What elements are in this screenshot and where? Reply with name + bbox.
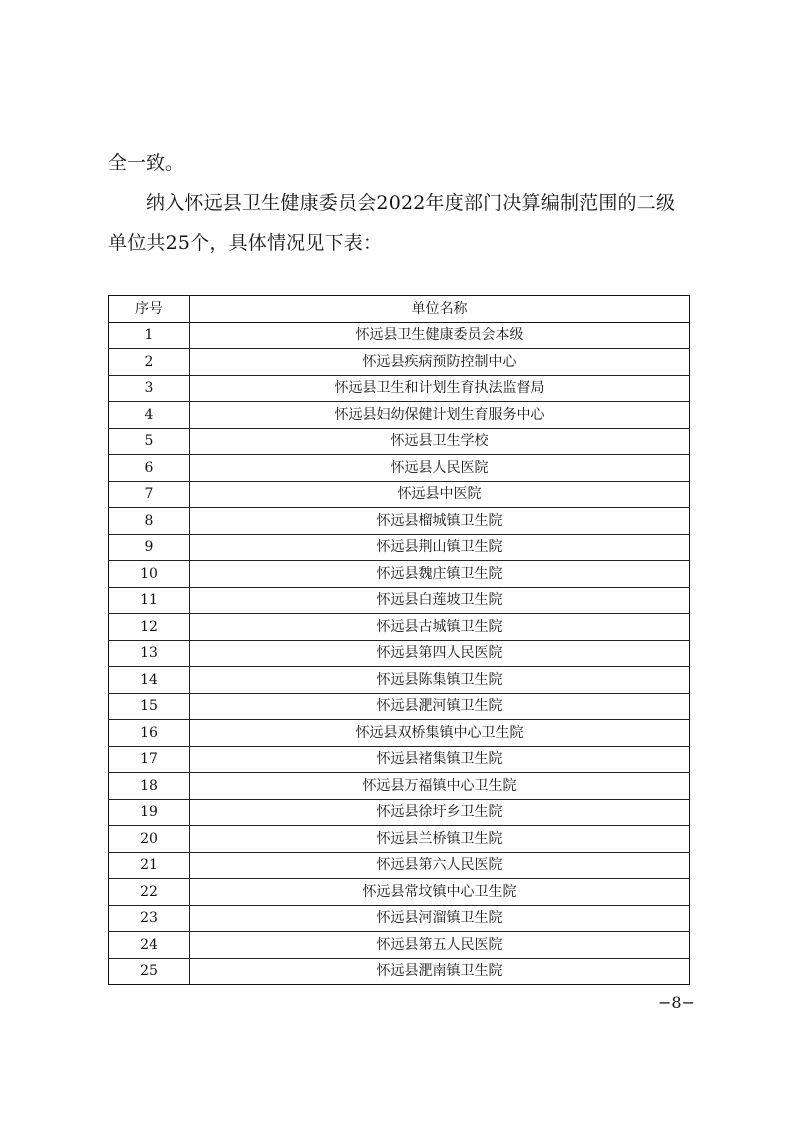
row-index: 18 [109,773,190,800]
table-row [109,773,690,800]
row-unit-name: 怀远县古城镇卫生院 [190,614,690,641]
table-body [109,322,690,985]
table-row [109,614,690,641]
row-unit-name: 怀远县白莲坡卫生院 [190,587,690,614]
row-unit-name: 怀远县人民医院 [190,455,690,482]
table-row [109,746,690,773]
row-index: 11 [109,587,190,614]
row-index: 10 [109,561,190,588]
row-unit-name: 怀远县中医院 [190,481,690,508]
row-unit-name: 怀远县妇幼保健计划生育服务中心 [190,402,690,429]
row-unit-name: 怀远县河溜镇卫生院 [190,905,690,932]
table-row [109,693,690,720]
row-unit-name: 怀远县第四人民医院 [190,640,690,667]
row-index: 5 [109,428,190,455]
row-index: 3 [109,375,190,402]
table-row [109,322,690,349]
row-index: 7 [109,481,190,508]
table-row [109,932,690,959]
table-row [109,455,690,482]
row-unit-name: 怀远县第五人民医院 [190,932,690,959]
table-row [109,720,690,747]
row-index: 4 [109,402,190,429]
row-index: 9 [109,534,190,561]
table-row [109,799,690,826]
row-index: 13 [109,640,190,667]
row-index: 16 [109,720,190,747]
row-unit-name: 怀远县淝南镇卫生院 [190,958,690,985]
table-row [109,561,690,588]
table-row [109,349,690,376]
row-unit-name: 怀远县第六人民医院 [190,852,690,879]
table-row [109,852,690,879]
row-unit-name: 怀远县陈集镇卫生院 [190,667,690,694]
table-row [109,375,690,402]
table-row [109,640,690,667]
row-unit-name: 怀远县疾病预防控制中心 [190,349,690,376]
row-index: 17 [109,746,190,773]
units-table [108,295,690,985]
row-index: 22 [109,879,190,906]
row-unit-name: 怀远县荆山镇卫生院 [190,534,690,561]
header-unit-name: 单位名称 [190,296,690,323]
row-unit-name: 怀远县魏庄镇卫生院 [190,561,690,588]
row-index: 12 [109,614,190,641]
row-unit-name: 怀远县卫生学校 [190,428,690,455]
table-row [109,481,690,508]
table-row [109,826,690,853]
row-index: 6 [109,455,190,482]
row-unit-name: 怀远县万福镇中心卫生院 [190,773,690,800]
table-row [109,402,690,429]
paragraph-scope: 纳入怀远县卫生健康委员会2022年度部门决算编制范围的二级单位共25个，具体情况见下表： [108,192,676,254]
table-row [109,428,690,455]
row-index: 1 [109,322,190,349]
row-unit-name: 怀远县榴城镇卫生院 [190,508,690,535]
page-number: −8− [658,993,695,1012]
row-index: 20 [109,826,190,853]
row-index: 14 [109,667,190,694]
header-index: 序号 [109,296,190,323]
row-index: 21 [109,852,190,879]
row-unit-name: 怀远县淝河镇卫生院 [190,693,690,720]
row-index: 23 [109,905,190,932]
table-row [109,905,690,932]
row-unit-name: 怀远县卫生健康委员会本级 [190,322,690,349]
row-index: 24 [109,932,190,959]
table-row [109,534,690,561]
row-unit-name: 怀远县卫生和计划生育执法监督局 [190,375,690,402]
table-row [109,587,690,614]
row-unit-name: 怀远县双桥集镇中心卫生院 [190,720,690,747]
row-unit-name: 怀远县褚集镇卫生院 [190,746,690,773]
row-unit-name: 怀远县常坟镇中心卫生院 [190,879,690,906]
row-index: 19 [109,799,190,826]
row-unit-name: 怀远县徐圩乡卫生院 [190,799,690,826]
table-row [109,667,690,694]
row-index: 15 [109,693,190,720]
table-row [109,508,690,535]
paragraph-continuation: 全一致。 [108,152,185,174]
row-unit-name: 怀远县兰桥镇卫生院 [190,826,690,853]
row-index: 8 [109,508,190,535]
row-index: 25 [109,958,190,985]
row-index: 2 [109,349,190,376]
table-row [109,879,690,906]
table-row [109,958,690,985]
table-header-row [109,296,690,323]
